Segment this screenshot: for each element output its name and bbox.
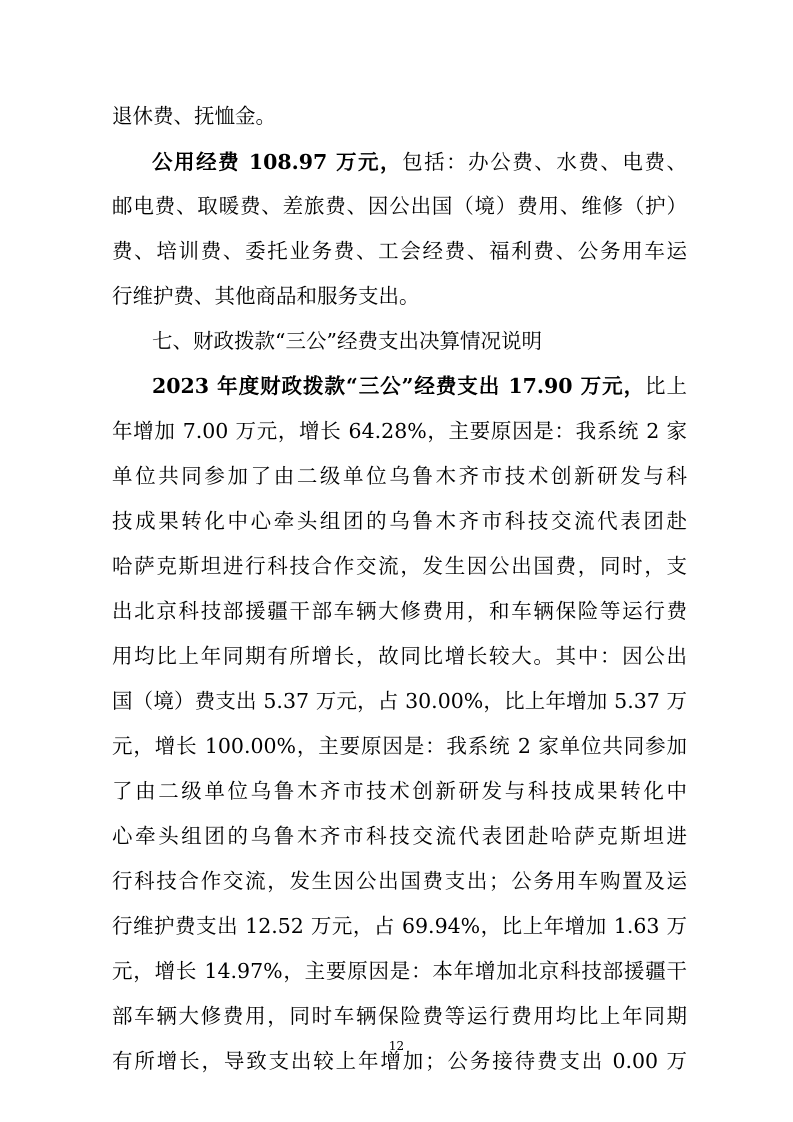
line-text: 有所增长，导致支出较上年增加；公务接待费支出 0.00 万	[112, 1049, 687, 1073]
paragraph-line	[112, 820, 687, 852]
paragraph-line	[112, 640, 687, 672]
line-text: 元，增长 100.00%，主要原因是：我系统 2 家单位共同参加	[112, 734, 687, 758]
line-text: 邮电费、取暖费、差旅费、因公出国（境）费用、维修（护）	[112, 194, 687, 218]
line-text: 行维护费、其他商品和服务支出。	[112, 284, 420, 308]
line-text: 年增加 7.00 万元，增长 64.28%，主要原因是：我系统 2 家	[112, 419, 687, 443]
line-text: 了由二级单位乌鲁木齐市技术创新研发与科技成果转化中	[112, 779, 687, 803]
section-heading	[152, 325, 687, 357]
line-text: 元，增长 14.97%，主要原因是：本年增加北京科技部援疆干	[112, 959, 687, 983]
paragraph-line	[112, 865, 687, 897]
public-expense-total: 公用经费 108.97 万元，	[152, 150, 403, 174]
paragraph-line	[112, 1000, 687, 1032]
line-text: 部车辆大修费用，同时车辆保险费等运行费用均比上年同期	[112, 1004, 687, 1028]
paragraph-line	[152, 146, 687, 178]
paragraph-line	[112, 280, 687, 312]
line-text: 国（境）费支出 5.37 万元，占 30.00%，比上年增加 5.37 万	[112, 689, 687, 713]
paragraph-line	[112, 685, 687, 717]
paragraph-line	[112, 595, 687, 627]
page-number: 12	[388, 1039, 405, 1053]
paragraph-line	[112, 550, 687, 582]
paragraph-line	[152, 370, 687, 402]
line-text: 单位共同参加了由二级单位乌鲁木齐市技术创新研发与科	[112, 464, 687, 488]
line-text: 费、培训费、委托业务费、工会经费、福利费、公务用车运	[112, 239, 687, 263]
paragraph-line	[112, 235, 687, 267]
section-heading-text: 七、财政拨款“三公”经费支出决算情况说明	[152, 329, 542, 353]
line-text: 技成果转化中心牵头组团的乌鲁木齐市科技交流代表团赴	[112, 509, 687, 533]
line-text: 行科技合作交流，发生因公出国费支出；公务用车购置及运	[112, 869, 687, 893]
three-public-total: 2023 年度财政拨款“三公”经费支出 17.90 万元，	[152, 374, 646, 398]
paragraph-line	[112, 955, 687, 987]
paragraph-line	[112, 100, 687, 132]
line-text: 用均比上年同期有所增长，故同比增长较大。其中：因公出	[112, 644, 687, 668]
line-text: 包括：办公费、水费、电费、	[402, 150, 687, 174]
line-text: 心牵头组团的乌鲁木齐市科技交流代表团赴哈萨克斯坦进	[112, 824, 687, 848]
line-text: 出北京科技部援疆干部车辆大修费用，和车辆保险等运行费	[112, 599, 687, 623]
line-text: 比上	[645, 374, 687, 398]
line-text: 行维护费支出 12.52 万元，占 69.94%，比上年增加 1.63 万	[112, 914, 687, 938]
line-text: 哈萨克斯坦进行科技合作交流，发生因公出国费，同时，支	[112, 554, 687, 578]
paragraph-line	[112, 910, 687, 942]
paragraph-line	[112, 415, 687, 447]
paragraph-line	[112, 730, 687, 762]
paragraph-line	[112, 190, 687, 222]
paragraph-line	[112, 775, 687, 807]
paragraph-line	[112, 505, 687, 537]
line-text: 退休费、抚恤金。	[112, 104, 276, 128]
paragraph-line	[112, 460, 687, 492]
